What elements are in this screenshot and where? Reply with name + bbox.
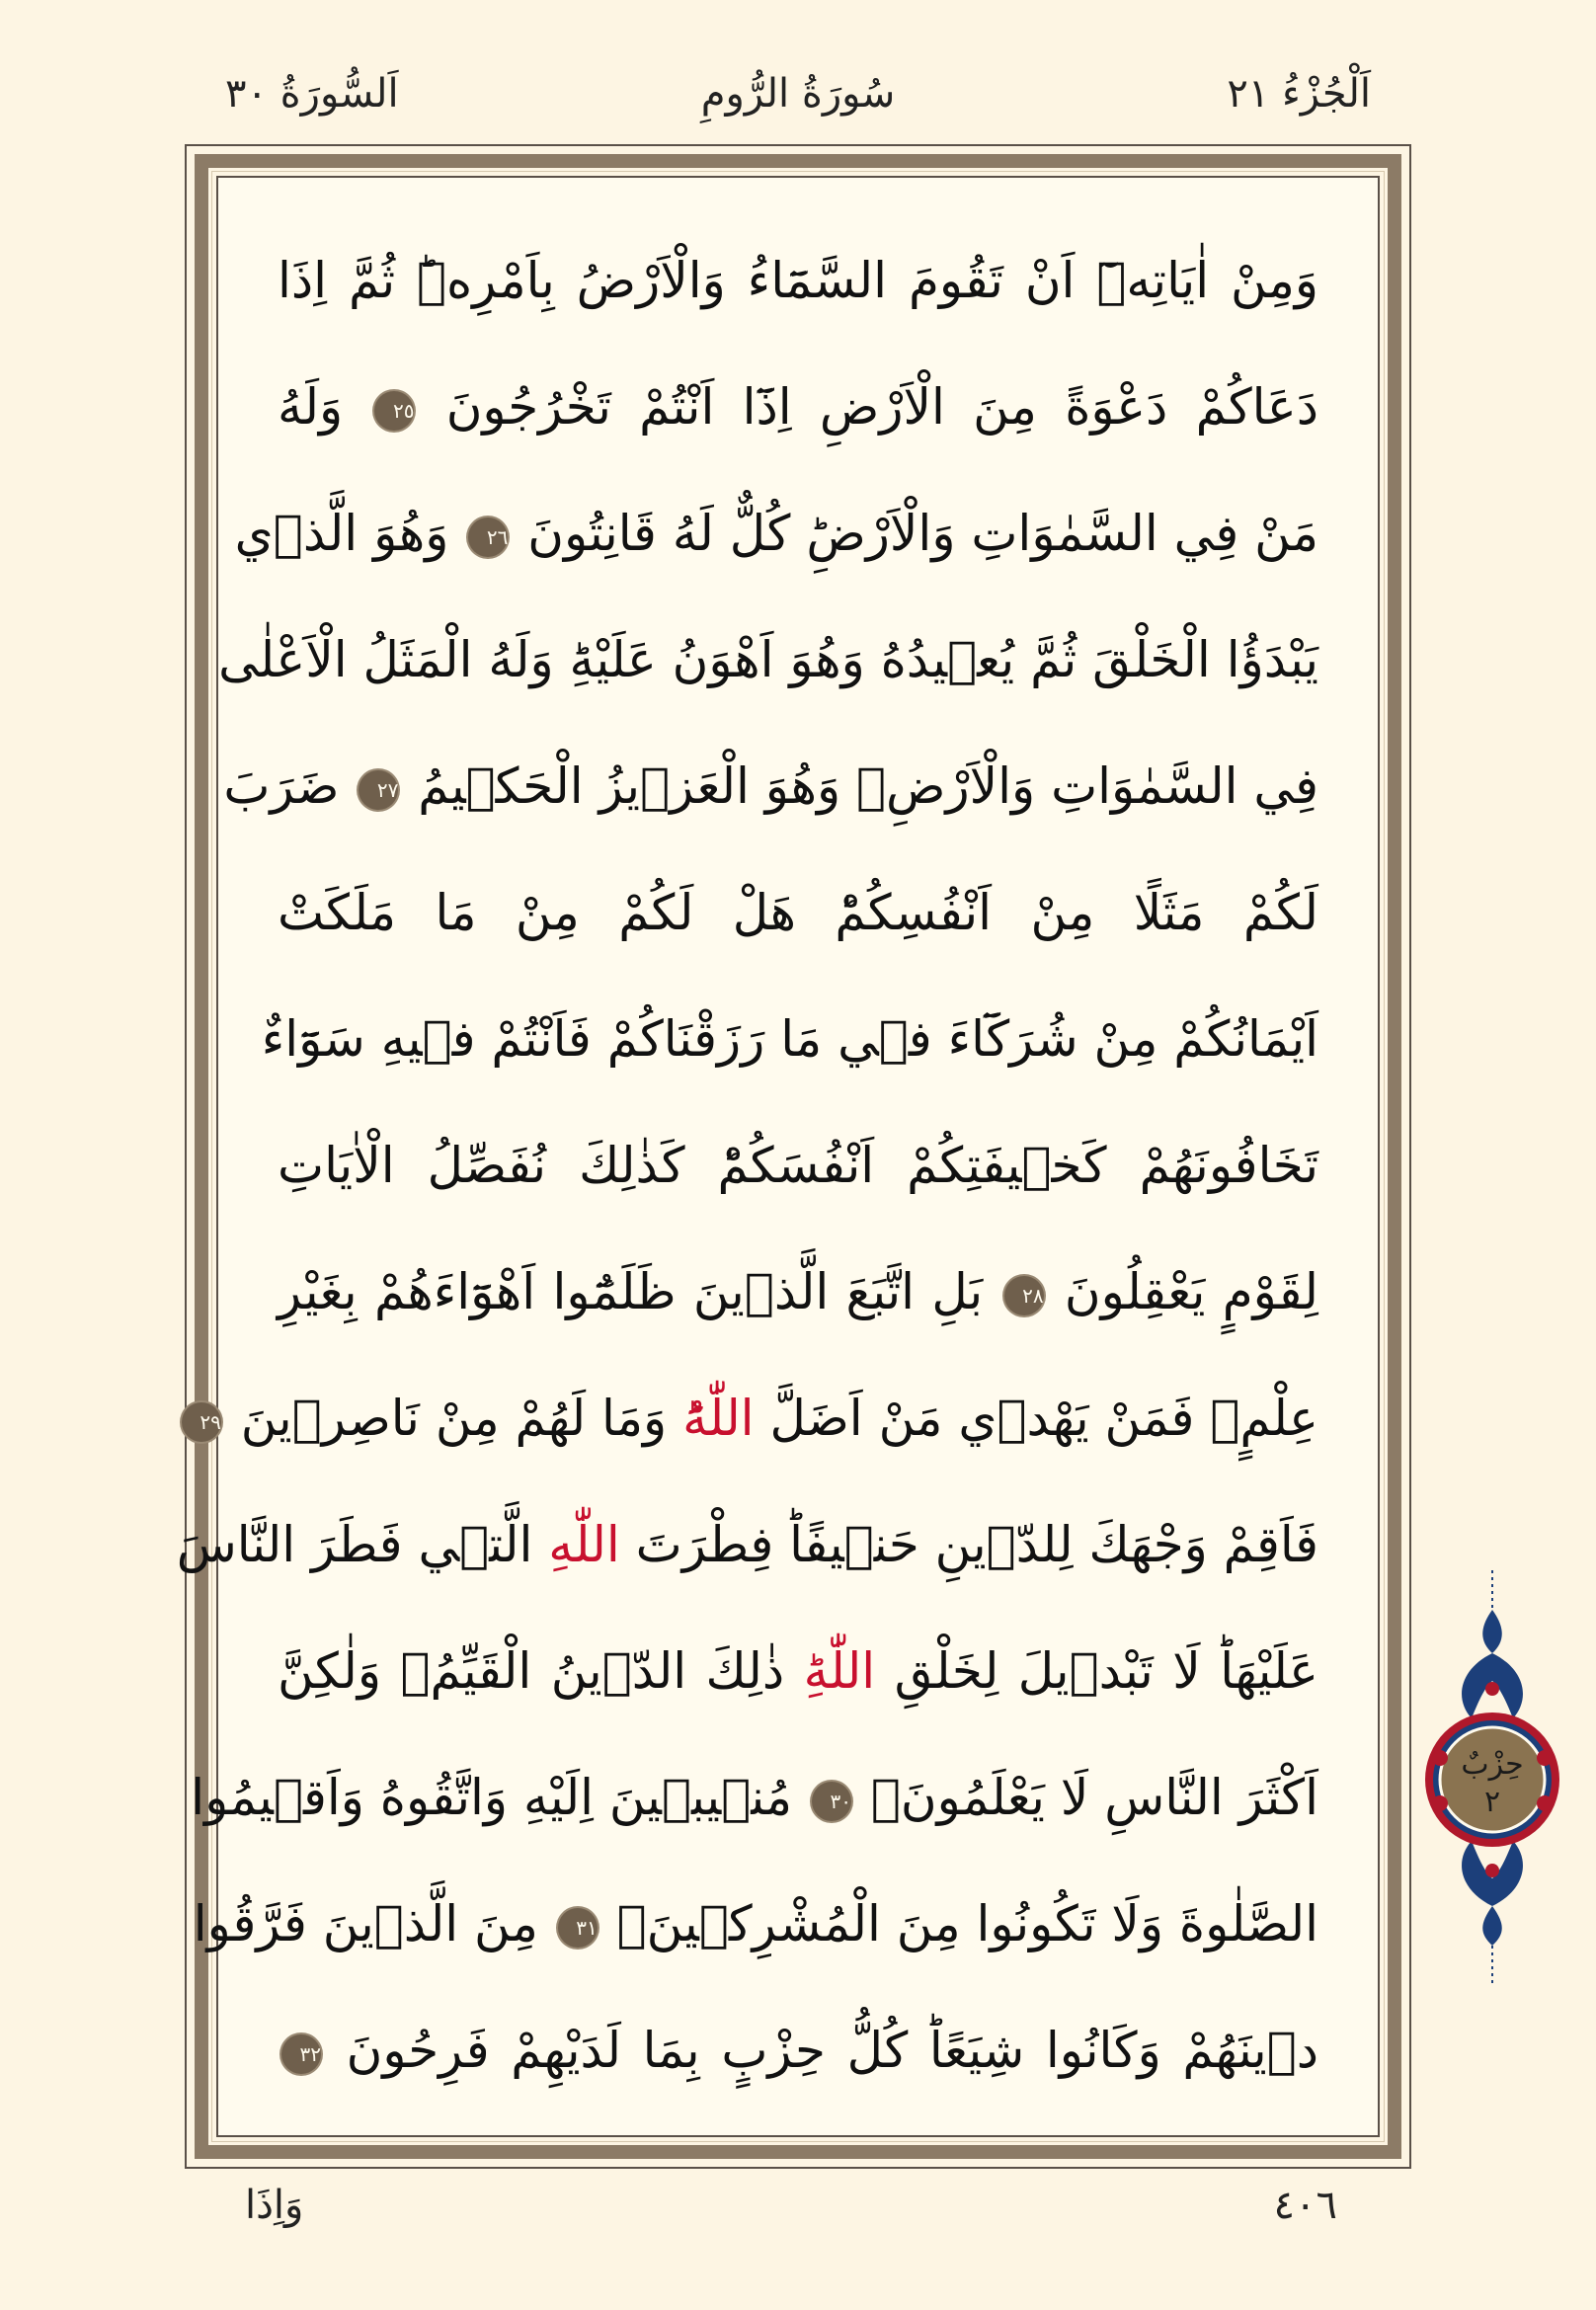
text-line bbox=[261, 976, 1318, 1102]
verse-text: وَمَا لَهُمْ مِنْ نَاصِر۪ينَ bbox=[240, 1390, 668, 1447]
verse-text: الَّت۪ي فَطَرَ النَّاسَ bbox=[176, 1516, 533, 1573]
verse-text: اَكْثَرَ النَّاسِ لَا يَعْلَمُونَۙ bbox=[870, 1769, 1318, 1826]
text-line bbox=[234, 470, 1318, 597]
verse-number-marker: ٢٧ bbox=[359, 770, 398, 810]
verse-text: مُن۪يب۪ينَ اِلَيْهِ وَاتَّقُوهُ وَاَق۪يمُوا bbox=[191, 1769, 793, 1826]
verse-text: لِقَوْمٍ يَعْقِلُونَ bbox=[1064, 1263, 1319, 1320]
text-line bbox=[278, 1608, 1318, 1734]
text-line bbox=[278, 1102, 1318, 1229]
text-line bbox=[278, 1987, 1318, 2113]
verse-text: عِلْمٍۚ فَمَنْ يَهْد۪ي مَنْ اَضَلَّ bbox=[754, 1390, 1318, 1447]
verse-number-marker: ٢٩ bbox=[182, 1402, 221, 1442]
verse-text: ضَرَبَ bbox=[223, 757, 340, 815]
text-line bbox=[278, 344, 1318, 470]
text-line bbox=[200, 1355, 1318, 1481]
verse-number-marker: ٣٠ bbox=[812, 1782, 851, 1821]
verse-text-block bbox=[176, 217, 1319, 2113]
text-line bbox=[191, 1734, 1318, 1861]
text-line bbox=[176, 1481, 1318, 1608]
surah-title: سُورَةُ الرُّومِ bbox=[700, 71, 896, 117]
catchword: وَاِذَا bbox=[245, 2183, 304, 2228]
verse-text: وَهُوَ الَّذ۪ي bbox=[234, 505, 449, 562]
verse-text: يَبْدَؤُا الْخَلْقَ ثُمَّ يُع۪يدُهُ وَهُوَ اَهْوَنُ عَلَيْهِؕ وَلَهُ الْمَثَلُ الْاَعْلٰى bbox=[218, 631, 1318, 688]
verse-text: د۪ينَهُمْ وَكَانُوا شِيَعًاؕ كُلُّ حِزْبٍ بِمَا لَدَيْهِمْ فَرِحُونَ bbox=[346, 2022, 1318, 2079]
verse-text: دَعَاكُمْ دَعْوَةً مِنَ الْاَرْضِ اِذَٓا اَنْتُمْ تَخْرُجُونَ bbox=[445, 378, 1318, 436]
verse-number-marker: ٣٢ bbox=[281, 2034, 321, 2074]
verse-text: ذٰلِكَ الدّ۪ينُ الْقَيِّمُۙ وَلٰكِنَّ bbox=[278, 1642, 785, 1700]
verse-text: تَخَافُونَهُمْ كَخ۪يفَتِكُمْ اَنْفُسَكُمْؕ كَذٰلِكَ نُفَصِّلُ الْاٰيَاتِ bbox=[278, 1137, 1318, 1194]
divine-name: اللّٰهِ bbox=[548, 1516, 620, 1573]
verse-text: لَكُمْ مَثَلًا مِنْ اَنْفُسِكُمْؕ هَلْ لَكُمْ مِنْ مَا مَلَكَتْ bbox=[278, 884, 1318, 941]
divine-name: اللّٰهُؕ bbox=[682, 1390, 755, 1447]
verse-text: فَاَقِمْ وَجْهَكَ لِلدّ۪ينِ حَن۪يفًاؕ فِطْرَتَ bbox=[619, 1516, 1318, 1573]
verse-text: فِي السَّمٰوَاتِ وَالْاَرْضِۚ وَهُوَ الْعَز۪يزُ الْحَك۪يمُ bbox=[418, 757, 1318, 815]
text-panel bbox=[176, 176, 1380, 2137]
verse-text: عَلَيْهَاؕ لَا تَبْد۪يلَ لِخَلْقِ bbox=[875, 1642, 1318, 1700]
hizb-number: ٢ bbox=[1483, 1785, 1501, 1819]
text-line bbox=[278, 1229, 1318, 1355]
text-line bbox=[218, 597, 1318, 723]
hizb-word: حِزْبٌ bbox=[1461, 1747, 1524, 1782]
verse-number-marker: ٢٨ bbox=[1004, 1276, 1044, 1315]
verse-text: مَنْ فِي السَّمٰوَاتِ وَالْاَرْضِؕ كُلٌّ لَهُ قَانِتُونَ bbox=[527, 505, 1318, 562]
text-line bbox=[223, 723, 1318, 849]
verse-text: وَلَهُ bbox=[278, 378, 344, 436]
verse-text: وَمِنْ اٰيَاتِهٖٓ اَنْ تَقُومَ السَّمَٓاءُ وَالْاَرْضُ بِاَمْرِهٖؕ ثُمَّ اِذَا bbox=[278, 252, 1318, 309]
divine-name: اللّٰهِؕ bbox=[803, 1642, 876, 1700]
verse-text: اَيْمَانُكُمْ مِنْ شُرَكَٓاءَ ف۪ي مَا رَزَقْنَاكُمْ فَاَنْتُمْ ف۪يهِ سَوَٓاءٌ bbox=[261, 1010, 1318, 1068]
text-line bbox=[278, 849, 1318, 976]
text-line bbox=[193, 1861, 1318, 1987]
text-line bbox=[278, 217, 1318, 344]
page-frame bbox=[176, 144, 1411, 2169]
verse-number-marker: ٢٥ bbox=[374, 391, 414, 431]
juz-label: اَلْجُزْءُ ٢١ bbox=[1227, 71, 1371, 117]
hizb-marker bbox=[1420, 1570, 1564, 1985]
verse-number-marker: ٢٦ bbox=[468, 518, 508, 557]
page-number: ٤٠٦ bbox=[1273, 2183, 1337, 2228]
surah-number-label: اَلسُّورَةُ ٣٠ bbox=[225, 71, 399, 117]
verse-text: مِنَ الَّذ۪ينَ فَرَّقُوا bbox=[193, 1895, 538, 1952]
verse-number-marker: ٣١ bbox=[558, 1908, 598, 1948]
verse-text: بَلِ اتَّبَعَ الَّذ۪ينَ ظَلَمُٓوا اَهْوَٓاءَهُمْ بِغَيْرِ bbox=[278, 1263, 984, 1320]
verse-text: الصَّلٰوةَ وَلَا تَكُونُوا مِنَ الْمُشْرِك۪ينَۙ bbox=[616, 1895, 1318, 1952]
